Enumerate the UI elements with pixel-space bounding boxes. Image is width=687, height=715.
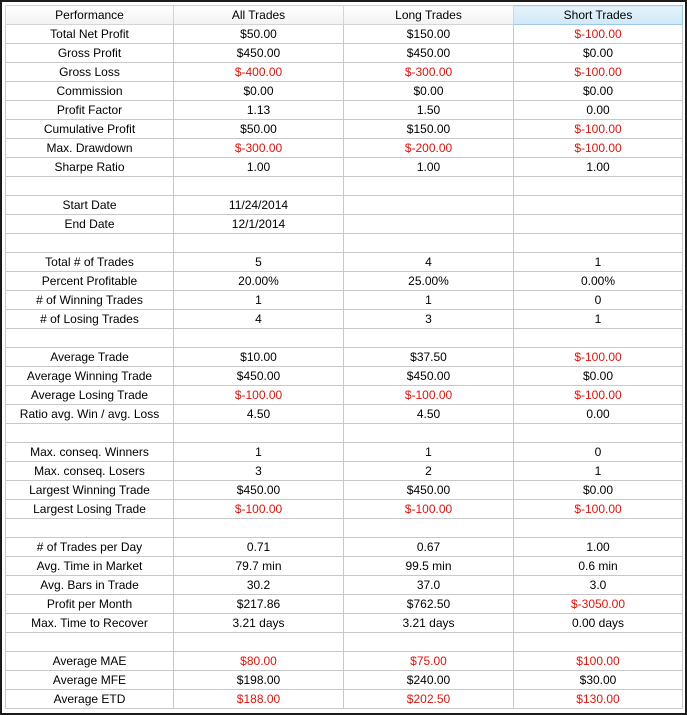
table-row <box>6 614 683 633</box>
table-row <box>6 462 683 481</box>
cell-short-trades: 0 <box>514 291 683 310</box>
cell-all-trades: 1.00 <box>174 158 344 177</box>
cell-all-trades: $50.00 <box>174 120 344 139</box>
cell-long-trades: $-100.00 <box>344 500 514 519</box>
cell-all-trades: $80.00 <box>174 652 344 671</box>
cell-long-trades: $-100.00 <box>344 386 514 405</box>
cell-long-trades <box>344 424 514 443</box>
row-label: Gross Loss <box>6 63 174 82</box>
cell-long-trades <box>344 177 514 196</box>
cell-all-trades: $50.00 <box>174 25 344 44</box>
row-label: Average MFE <box>6 671 174 690</box>
cell-long-trades: 0.67 <box>344 538 514 557</box>
cell-long-trades: $450.00 <box>344 367 514 386</box>
row-label: Average Losing Trade <box>6 386 174 405</box>
row-label: Profit per Month <box>6 595 174 614</box>
cell-short-trades: 0.00 <box>514 101 683 120</box>
spacer-row <box>6 234 683 253</box>
row-label: Max. Drawdown <box>6 139 174 158</box>
cell-short-trades: 3.0 <box>514 576 683 595</box>
cell-long-trades: 4 <box>344 253 514 272</box>
row-label: Cumulative Profit <box>6 120 174 139</box>
performance-grid <box>5 5 683 709</box>
row-label: Avg. Time in Market <box>6 557 174 576</box>
row-label: Avg. Bars in Trade <box>6 576 174 595</box>
cell-short-trades <box>514 633 683 652</box>
cell-all-trades: 30.2 <box>174 576 344 595</box>
col-header-long-trades[interactable]: Long Trades <box>344 6 514 25</box>
row-label: Average MAE <box>6 652 174 671</box>
cell-all-trades: $-100.00 <box>174 500 344 519</box>
row-label <box>6 633 174 652</box>
row-label: # of Losing Trades <box>6 310 174 329</box>
cell-short-trades <box>514 329 683 348</box>
row-label <box>6 329 174 348</box>
cell-long-trades <box>344 329 514 348</box>
cell-short-trades: $100.00 <box>514 652 683 671</box>
cell-long-trades: 1.50 <box>344 101 514 120</box>
table-row <box>6 25 683 44</box>
table-row <box>6 443 683 462</box>
cell-long-trades: $240.00 <box>344 671 514 690</box>
table-row <box>6 310 683 329</box>
cell-short-trades: 0.00 days <box>514 614 683 633</box>
cell-short-trades <box>514 424 683 443</box>
table-row <box>6 538 683 557</box>
cell-short-trades: 0 <box>514 443 683 462</box>
cell-long-trades: $37.50 <box>344 348 514 367</box>
spacer-row <box>6 177 683 196</box>
row-label: Largest Winning Trade <box>6 481 174 500</box>
cell-all-trades: 0.71 <box>174 538 344 557</box>
cell-short-trades: 1.00 <box>514 158 683 177</box>
spacer-row <box>6 424 683 443</box>
cell-all-trades: $198.00 <box>174 671 344 690</box>
cell-all-trades: 4 <box>174 310 344 329</box>
cell-all-trades: 3.21 days <box>174 614 344 633</box>
cell-all-trades <box>174 519 344 538</box>
row-label: Commission <box>6 82 174 101</box>
row-label <box>6 424 174 443</box>
row-label <box>6 519 174 538</box>
cell-all-trades: $0.00 <box>174 82 344 101</box>
table-row <box>6 101 683 120</box>
table-row <box>6 291 683 310</box>
cell-all-trades: 1.13 <box>174 101 344 120</box>
cell-short-trades: $-100.00 <box>514 25 683 44</box>
table-row <box>6 272 683 291</box>
cell-all-trades <box>174 633 344 652</box>
cell-all-trades: 79.7 min <box>174 557 344 576</box>
cell-short-trades: $-100.00 <box>514 120 683 139</box>
cell-long-trades: 99.5 min <box>344 557 514 576</box>
table-row <box>6 652 683 671</box>
row-label: Gross Profit <box>6 44 174 63</box>
table-row <box>6 405 683 424</box>
row-label: Profit Factor <box>6 101 174 120</box>
cell-short-trades: $0.00 <box>514 367 683 386</box>
cell-long-trades: 2 <box>344 462 514 481</box>
row-label <box>6 234 174 253</box>
spacer-row <box>6 633 683 652</box>
table-row <box>6 576 683 595</box>
header-row <box>6 6 683 25</box>
cell-short-trades: 1 <box>514 310 683 329</box>
cell-short-trades <box>514 234 683 253</box>
cell-all-trades <box>174 177 344 196</box>
cell-all-trades: $217.86 <box>174 595 344 614</box>
row-label: Largest Losing Trade <box>6 500 174 519</box>
table-row <box>6 215 683 234</box>
cell-long-trades: 1 <box>344 291 514 310</box>
table-row <box>6 557 683 576</box>
cell-all-trades <box>174 424 344 443</box>
row-label: Average ETD <box>6 690 174 709</box>
table-row <box>6 690 683 709</box>
cell-short-trades: $30.00 <box>514 671 683 690</box>
cell-short-trades: $0.00 <box>514 82 683 101</box>
cell-long-trades: $-200.00 <box>344 139 514 158</box>
row-label: Sharpe Ratio <box>6 158 174 177</box>
cell-short-trades <box>514 196 683 215</box>
table-row <box>6 253 683 272</box>
cell-all-trades: 11/24/2014 <box>174 196 344 215</box>
row-label: End Date <box>6 215 174 234</box>
row-label: Max. conseq. Losers <box>6 462 174 481</box>
cell-long-trades: $150.00 <box>344 120 514 139</box>
row-label: Total Net Profit <box>6 25 174 44</box>
cell-short-trades: 1 <box>514 462 683 481</box>
cell-all-trades: $-100.00 <box>174 386 344 405</box>
row-label: Percent Profitable <box>6 272 174 291</box>
cell-all-trades: 12/1/2014 <box>174 215 344 234</box>
cell-all-trades: $188.00 <box>174 690 344 709</box>
cell-long-trades: $202.50 <box>344 690 514 709</box>
spacer-row <box>6 329 683 348</box>
cell-long-trades <box>344 234 514 253</box>
cell-long-trades <box>344 196 514 215</box>
cell-all-trades: 3 <box>174 462 344 481</box>
cell-all-trades: 4.50 <box>174 405 344 424</box>
cell-long-trades: $762.50 <box>344 595 514 614</box>
cell-all-trades: $-300.00 <box>174 139 344 158</box>
cell-all-trades: 20.00% <box>174 272 344 291</box>
row-label: Average Trade <box>6 348 174 367</box>
cell-long-trades <box>344 519 514 538</box>
table-row <box>6 120 683 139</box>
table-row <box>6 139 683 158</box>
row-label: Ratio avg. Win / avg. Loss <box>6 405 174 424</box>
cell-short-trades: $-100.00 <box>514 500 683 519</box>
cell-long-trades: $75.00 <box>344 652 514 671</box>
cell-long-trades: 1 <box>344 443 514 462</box>
cell-short-trades: 0.00 <box>514 405 683 424</box>
cell-short-trades <box>514 215 683 234</box>
cell-long-trades: 3.21 days <box>344 614 514 633</box>
cell-short-trades: 0.00% <box>514 272 683 291</box>
cell-short-trades: $-100.00 <box>514 63 683 82</box>
table-row <box>6 386 683 405</box>
cell-short-trades: $-100.00 <box>514 348 683 367</box>
cell-short-trades: 0.6 min <box>514 557 683 576</box>
cell-short-trades: $0.00 <box>514 481 683 500</box>
cell-short-trades: $130.00 <box>514 690 683 709</box>
row-label: Max. Time to Recover <box>6 614 174 633</box>
cell-short-trades <box>514 177 683 196</box>
cell-long-trades: $450.00 <box>344 481 514 500</box>
table-row <box>6 671 683 690</box>
cell-long-trades: 4.50 <box>344 405 514 424</box>
table-row <box>6 158 683 177</box>
cell-all-trades: $450.00 <box>174 367 344 386</box>
cell-long-trades: $450.00 <box>344 44 514 63</box>
table-row <box>6 348 683 367</box>
table-row <box>6 44 683 63</box>
cell-short-trades: $0.00 <box>514 44 683 63</box>
table-row <box>6 82 683 101</box>
cell-all-trades: $-400.00 <box>174 63 344 82</box>
cell-short-trades: $-100.00 <box>514 386 683 405</box>
row-label: Total # of Trades <box>6 253 174 272</box>
cell-long-trades: 1.00 <box>344 158 514 177</box>
table-row <box>6 63 683 82</box>
col-header-performance[interactable]: Performance <box>6 6 174 25</box>
cell-long-trades: 25.00% <box>344 272 514 291</box>
cell-long-trades <box>344 633 514 652</box>
row-label: # of Winning Trades <box>6 291 174 310</box>
row-label <box>6 177 174 196</box>
cell-short-trades: $-100.00 <box>514 139 683 158</box>
cell-all-trades: 1 <box>174 291 344 310</box>
table-row <box>6 500 683 519</box>
table-row <box>6 481 683 500</box>
cell-all-trades: $450.00 <box>174 481 344 500</box>
row-label: Start Date <box>6 196 174 215</box>
col-header-short-trades[interactable]: Short Trades <box>514 6 683 25</box>
row-label: Max. conseq. Winners <box>6 443 174 462</box>
cell-all-trades: 5 <box>174 253 344 272</box>
cell-long-trades: $150.00 <box>344 25 514 44</box>
cell-long-trades <box>344 215 514 234</box>
col-header-all-trades[interactable]: All Trades <box>174 6 344 25</box>
cell-long-trades: $0.00 <box>344 82 514 101</box>
cell-short-trades: 1 <box>514 253 683 272</box>
spacer-row <box>6 519 683 538</box>
row-label: # of Trades per Day <box>6 538 174 557</box>
cell-long-trades: 37.0 <box>344 576 514 595</box>
cell-all-trades: $450.00 <box>174 44 344 63</box>
cell-all-trades: $10.00 <box>174 348 344 367</box>
cell-all-trades <box>174 234 344 253</box>
row-label: Average Winning Trade <box>6 367 174 386</box>
table-row <box>6 196 683 215</box>
cell-long-trades: $-300.00 <box>344 63 514 82</box>
cell-short-trades <box>514 519 683 538</box>
grid-body <box>6 25 683 709</box>
cell-short-trades: $-3050.00 <box>514 595 683 614</box>
table-row <box>6 595 683 614</box>
cell-all-trades <box>174 329 344 348</box>
cell-all-trades: 1 <box>174 443 344 462</box>
cell-long-trades: 3 <box>344 310 514 329</box>
cell-short-trades: 1.00 <box>514 538 683 557</box>
table-row <box>6 367 683 386</box>
